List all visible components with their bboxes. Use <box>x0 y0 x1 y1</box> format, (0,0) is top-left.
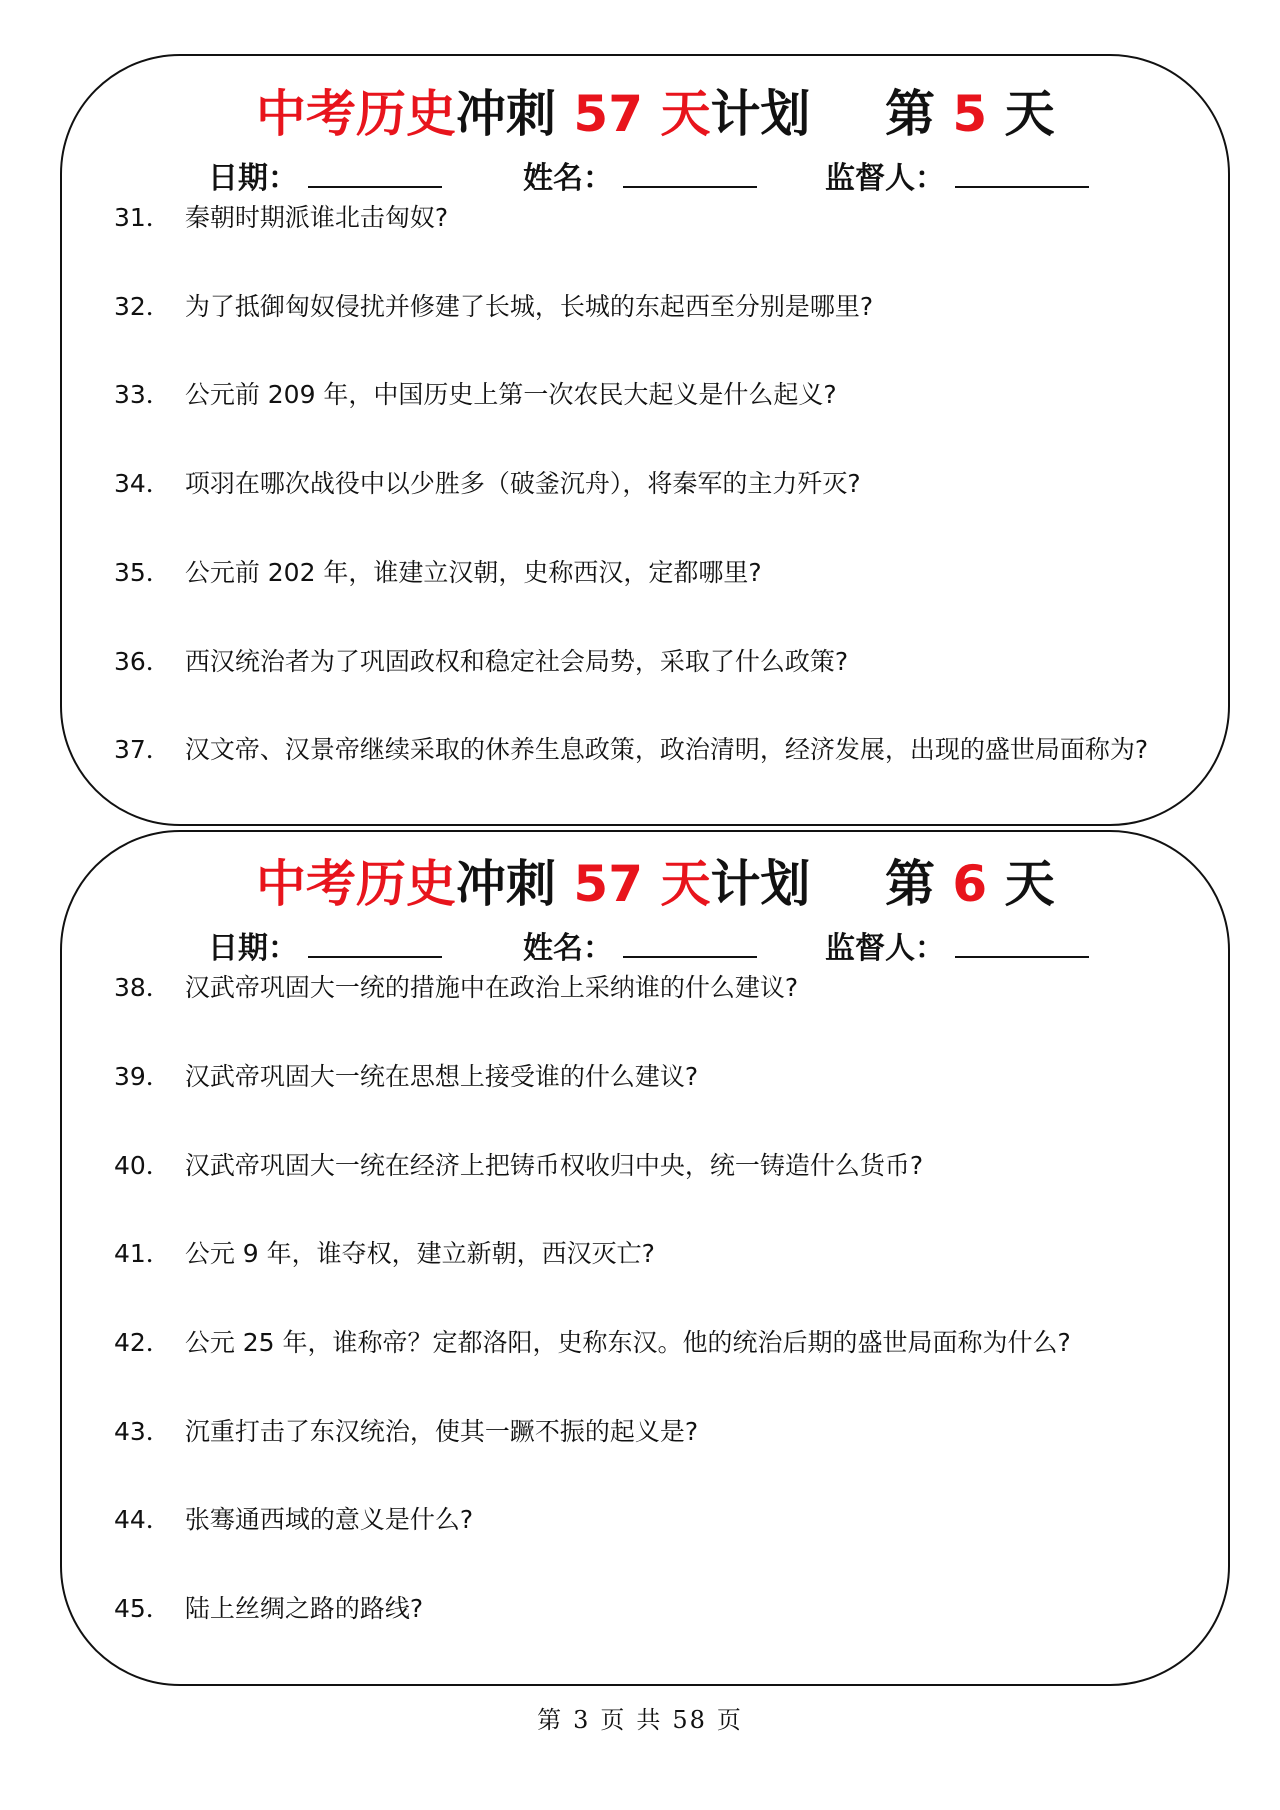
question-item: 38． 汉武帝巩固大一统的措施中在政治上采纳谁的什么建议? <box>114 973 799 1002</box>
question-item: 35． 公元前 202 年，谁建立汉朝，史称西汉，定都哪里? <box>114 558 762 587</box>
meta-row <box>62 154 1228 204</box>
question-item: 32． 为了抵御匈奴侵扰并修建了长城，长城的东起西至分别是哪里? <box>114 292 874 321</box>
name-field: 姓名： <box>523 154 757 204</box>
day-label: 第 6 天 <box>885 855 1055 913</box>
question-item: 43． 沉重打击了东汉统治，使其一蹶不振的起义是? <box>114 1417 699 1446</box>
page-number: 3 <box>573 1706 591 1734</box>
supervisor-blank[interactable] <box>955 955 1089 958</box>
supervisor-field: 监督人： <box>825 924 1089 974</box>
day-card-5 <box>60 54 1230 826</box>
supervisor-field: 监督人： <box>825 154 1089 204</box>
question-item: 42． 公元 25 年，谁称帝？定都洛阳，史称东汉。他的统治后期的盛世局面称为什么? <box>114 1328 1071 1357</box>
name-blank[interactable] <box>623 185 757 188</box>
question-item: 33． 公元前 209 年，中国历史上第一次农民大起义是什么起义? <box>114 380 837 409</box>
question-item: 37． 汉文帝、汉景帝继续采取的休养生息政策，政治清明，经济发展，出现的盛世局面称为? <box>114 735 1149 764</box>
name-blank[interactable] <box>623 955 757 958</box>
question-item: 45． 陆上丝绸之路的路线? <box>114 1594 424 1623</box>
question-item: 40． 汉武帝巩固大一统在经济上把铸币权收归中央，统一铸造什么货币? <box>114 1151 924 1180</box>
day-card-6 <box>60 830 1230 1686</box>
date-field: 日期： <box>208 154 442 204</box>
name-field: 姓名： <box>523 924 757 974</box>
date-blank[interactable] <box>308 955 442 958</box>
question-item: 31． 秦朝时期派谁北击匈奴? <box>114 203 449 232</box>
meta-row <box>62 924 1228 974</box>
question-item: 44． 张骞通西域的意义是什么? <box>114 1505 474 1534</box>
date-blank[interactable] <box>308 185 442 188</box>
date-field: 日期： <box>208 924 442 974</box>
card-title <box>62 848 1228 920</box>
plan-title: 中考历史冲刺 57 天计划 <box>256 85 811 143</box>
question-item: 39． 汉武帝巩固大一统在思想上接受谁的什么建议? <box>114 1062 699 1091</box>
question-item: 36． 西汉统治者为了巩固政权和稳定社会局势，采取了什么政策? <box>114 647 849 676</box>
plan-title: 中考历史冲刺 57 天计划 <box>256 855 811 913</box>
supervisor-blank[interactable] <box>955 185 1089 188</box>
card-title <box>62 78 1228 150</box>
question-item: 34． 项羽在哪次战役中以少胜多（破釜沉舟），将秦军的主力歼灭? <box>114 469 861 498</box>
page-footer: 第 3 页 共 58 页 <box>537 1706 743 1734</box>
day-label: 第 5 天 <box>885 85 1055 143</box>
question-item: 41． 公元 9 年，谁夺权，建立新朝，西汉灭亡? <box>114 1239 655 1268</box>
page-total: 58 <box>672 1706 707 1734</box>
